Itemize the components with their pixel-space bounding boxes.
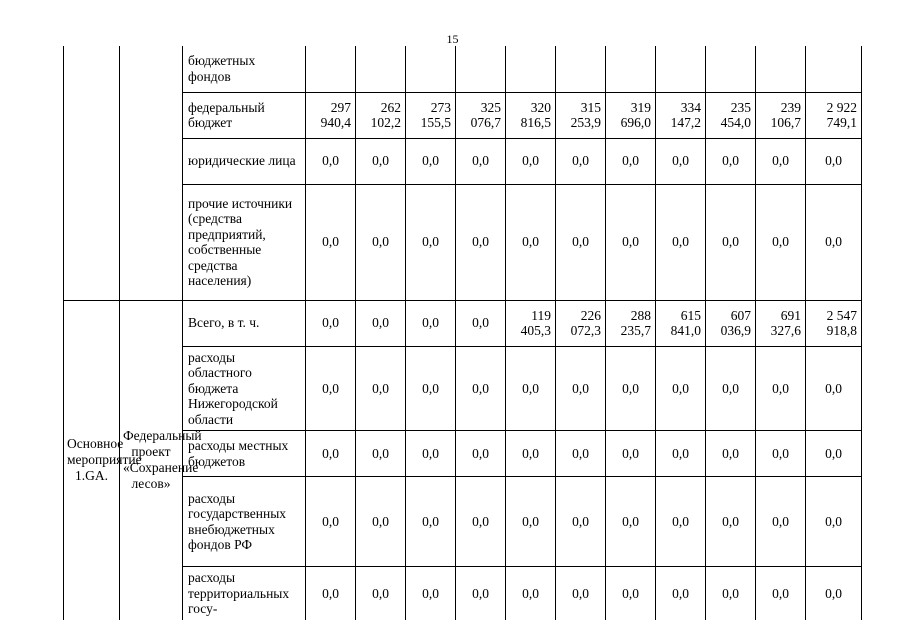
cell-value-part: 749,1 [826,115,857,130]
value-cell: 0,0 [556,184,606,300]
cell-value-part: 147,2 [670,115,701,130]
value-cell: 0,0 [556,346,606,431]
cell-value-part: 273 [430,99,451,115]
value-cell [806,300,862,346]
table-row [64,567,862,620]
table-row [64,184,862,300]
value-cell: 0,0 [306,431,356,477]
value-cell: 0,0 [756,431,806,477]
cell-value-part: 155,5 [420,115,451,130]
row-label: бюджетных фондов [183,46,306,92]
table-row [64,46,862,92]
value-cell: 0,0 [506,431,556,477]
value-cell [356,92,406,138]
value-cell: 0,0 [356,346,406,431]
cell-value-part: 940,4 [320,115,351,130]
value-cell: 0,0 [656,346,706,431]
value-cell: 0,0 [556,477,606,567]
cell-value-part: 334 [680,99,701,115]
value-cell: 0,0 [656,138,706,184]
value-cell: 0,0 [706,346,756,431]
value-cell: 0,0 [456,346,506,431]
cell-value-part: 262 [380,99,401,115]
value-cell: 0,0 [706,567,756,620]
cell-value-part: 072,3 [570,323,601,338]
value-cell [606,300,656,346]
row-label: расходы областного бюджета Нижегородской области [183,346,306,431]
value-cell [756,300,806,346]
value-cell [656,300,706,346]
cell-value-part: 918,8 [826,323,857,338]
cell-value-part: 297 [330,99,351,115]
cell-value-part: 036,9 [720,323,751,338]
value-cell: 0,0 [406,300,456,346]
row-label: Всего, в т. ч. [183,300,306,346]
value-cell: 0,0 [756,138,806,184]
row-label: расходы территориальных госу- [183,567,306,620]
value-cell [706,46,756,92]
table-row [64,477,862,567]
value-cell: 0,0 [556,138,606,184]
cell-value-part: 076,7 [470,115,501,130]
cell-value-part: 816,5 [520,115,551,130]
cell-value-part: 691 [780,307,801,323]
value-cell: 0,0 [506,138,556,184]
value-cell: 0,0 [606,477,656,567]
value-cell: 0,0 [356,431,406,477]
project-cell-empty [120,46,183,300]
value-cell: 0,0 [306,477,356,567]
cell-value-part: 288 [630,307,651,323]
cell-value-part: 696,0 [620,115,651,130]
value-cell: 0,0 [656,567,706,620]
group-1-rows [64,46,862,300]
value-cell [556,46,606,92]
cell-value-part: 841,0 [670,323,701,338]
table-row [64,300,862,346]
row-label: федеральный бюджет [183,92,306,138]
value-cell: 0,0 [456,567,506,620]
cell-value-part: 405,3 [520,323,551,338]
cell-value-part: 325 [480,99,501,115]
value-cell [306,46,356,92]
cell-value-part: 226 [580,307,601,323]
value-cell: 0,0 [606,431,656,477]
value-cell [506,300,556,346]
cell-value-part: 454,0 [720,115,751,130]
value-cell: 0,0 [756,184,806,300]
value-cell: 0,0 [706,138,756,184]
value-cell: 0,0 [356,477,406,567]
value-cell [406,92,456,138]
value-cell: 0,0 [706,431,756,477]
value-cell [806,46,862,92]
value-cell: 0,0 [756,346,806,431]
value-cell: 0,0 [506,346,556,431]
cell-value-part: 320 [530,99,551,115]
value-cell [456,46,506,92]
value-cell [506,46,556,92]
table-row [64,92,862,138]
cell-value-part: 2 922 [826,99,857,115]
value-cell [456,92,506,138]
value-cell: 0,0 [456,431,506,477]
value-cell [706,300,756,346]
value-cell: 0,0 [406,431,456,477]
value-cell [706,92,756,138]
value-cell: 0,0 [806,477,862,567]
value-cell: 0,0 [506,184,556,300]
value-cell: 0,0 [406,477,456,567]
value-cell: 0,0 [656,184,706,300]
value-cell [506,92,556,138]
project-cell: Федеральный проект «Сохранение лесов» [120,300,183,620]
cell-value-part: 102,2 [370,115,401,130]
cell-value-part: 119 [531,307,551,323]
value-cell: 0,0 [456,184,506,300]
table-row [64,138,862,184]
value-cell [356,46,406,92]
value-cell: 0,0 [306,184,356,300]
cell-value-part: 239 [780,99,801,115]
value-cell [656,46,706,92]
cell-value-part: 253,9 [570,115,601,130]
measure-cell: Основное мероприятие 1.GA. [64,300,120,620]
value-cell: 0,0 [306,138,356,184]
value-cell: 0,0 [756,477,806,567]
value-cell: 0,0 [456,138,506,184]
value-cell: 0,0 [556,567,606,620]
value-cell: 0,0 [406,184,456,300]
value-cell: 0,0 [756,567,806,620]
value-cell [806,92,862,138]
cell-value-part: 315 [580,99,601,115]
value-cell [306,92,356,138]
cell-value-part: 319 [630,99,651,115]
funding-table [63,46,862,620]
value-cell: 0,0 [806,346,862,431]
cell-value-part: 235 [730,99,751,115]
value-cell: 0,0 [356,184,406,300]
value-cell: 0,0 [306,300,356,346]
value-cell [556,300,606,346]
value-cell [756,46,806,92]
cell-value-part: 2 547 [826,307,857,323]
value-cell: 0,0 [456,477,506,567]
value-cell: 0,0 [456,300,506,346]
value-cell: 0,0 [606,184,656,300]
value-cell: 0,0 [406,567,456,620]
group-2-rows [64,300,862,620]
value-cell: 0,0 [656,477,706,567]
value-cell: 0,0 [606,346,656,431]
value-cell: 0,0 [356,567,406,620]
value-cell [606,92,656,138]
value-cell: 0,0 [406,346,456,431]
cell-value-part: 235,7 [620,323,651,338]
value-cell: 0,0 [606,138,656,184]
value-cell: 0,0 [506,567,556,620]
measure-cell-empty [64,46,120,300]
row-label: прочие источники (средства предприятий, собственные средства населения) [183,184,306,300]
value-cell: 0,0 [556,431,606,477]
value-cell: 0,0 [806,431,862,477]
cell-value-part: 106,7 [770,115,801,130]
value-cell: 0,0 [606,567,656,620]
value-cell [656,92,706,138]
value-cell: 0,0 [656,431,706,477]
value-cell: 0,0 [706,184,756,300]
value-cell: 0,0 [406,138,456,184]
value-cell: 0,0 [806,567,862,620]
cell-value-part: 607 [730,307,751,323]
value-cell: 0,0 [806,184,862,300]
value-cell [556,92,606,138]
table-row [64,346,862,431]
row-label: юридические лица [183,138,306,184]
value-cell: 0,0 [356,138,406,184]
cell-value-part: 615 [680,307,701,323]
value-cell [606,46,656,92]
cell-value-part: 327,6 [770,323,801,338]
page-number: 15 [446,32,459,46]
value-cell [406,46,456,92]
value-cell: 0,0 [706,477,756,567]
value-cell: 0,0 [806,138,862,184]
value-cell [756,92,806,138]
value-cell: 0,0 [356,300,406,346]
value-cell: 0,0 [306,567,356,620]
row-label: расходы государственных внебюджетных фондов РФ [183,477,306,567]
row-label: расходы местных бюджетов [183,431,306,477]
value-cell: 0,0 [506,477,556,567]
value-cell: 0,0 [306,346,356,431]
